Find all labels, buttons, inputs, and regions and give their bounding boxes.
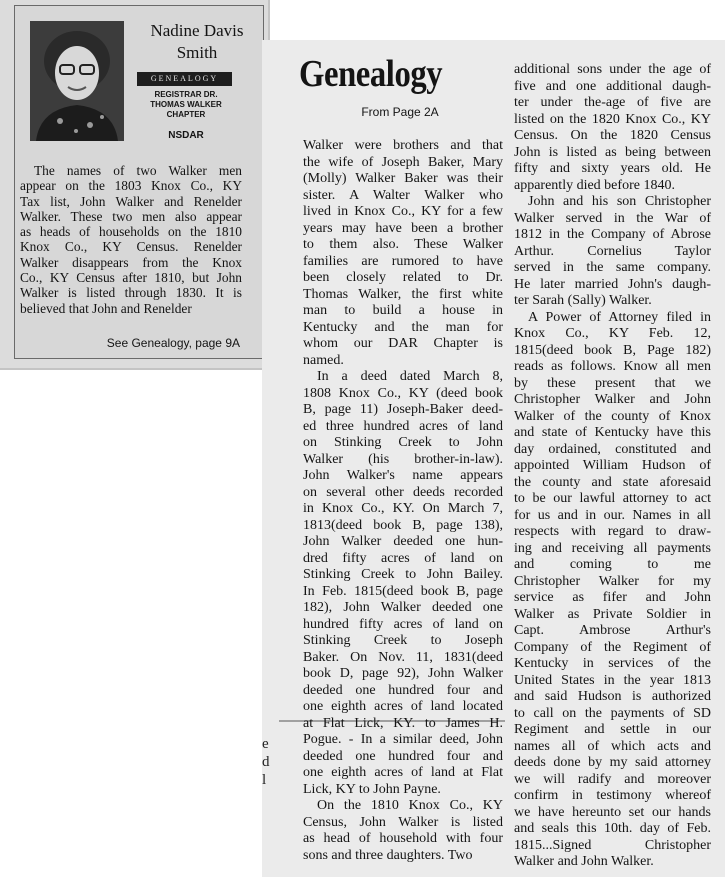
text-line: Walker of the county of Knox	[514, 408, 711, 424]
text-line: book D, page 92), John Walker	[303, 666, 503, 681]
jump-line: See Genealogy, page 9A	[106, 336, 240, 350]
text-line: John is listed as being between	[514, 144, 711, 160]
text-line: Knox Co., KY Census. Renelder	[20, 239, 242, 255]
text-line: Kentucky in services of the	[514, 656, 711, 671]
author-name	[133, 20, 261, 64]
text-line: by these present that we	[514, 375, 711, 391]
text-line: Co., KY Census after 1810, but John	[20, 270, 242, 286]
text-line: 1815(deed book B, Page 182)	[514, 342, 711, 358]
author-role	[131, 90, 241, 120]
text-line: ing and receiving all payments	[514, 540, 711, 556]
text-line: one eighth acres of land located	[303, 699, 503, 714]
text-line: 182), John Walker deeded one	[303, 600, 503, 615]
text-line: for us and in our. Names in all	[514, 507, 711, 523]
text-line: to be our lawful attorney to act	[514, 491, 711, 506]
text-line: respects with regard to draw-	[514, 524, 711, 539]
text-line: The names of two Walker men	[34, 163, 242, 178]
text-line: deeded one hundred four and	[303, 682, 503, 698]
text-line: service as fifer and John	[514, 590, 711, 605]
text-line: Walker (his brother-in-law).	[303, 451, 503, 467]
text-line: Walker served in the War of	[514, 210, 711, 226]
author-name-line: Nadine Davis	[150, 21, 244, 40]
adjacent-column-fragment	[262, 735, 280, 789]
fragment-char: d	[262, 754, 270, 770]
text-line: been closely related to Dr.	[303, 270, 503, 285]
text-line: at Flat Lick, KY. to James H.	[303, 715, 503, 731]
text-line: and coming to me	[514, 557, 711, 572]
text-line: named.	[303, 352, 344, 368]
text-line: five and one additional daugh-	[514, 78, 711, 94]
text-line: Walker and John Walker.	[514, 854, 654, 869]
text-line: families are rumored to have	[303, 253, 503, 269]
text-line: believed that John and Renelder	[20, 300, 192, 316]
fragment-char: e	[262, 736, 269, 752]
text-line: B, page 11) Joseph-Baker deed-	[303, 402, 503, 417]
text-line: on several other deeds recorded	[303, 484, 503, 500]
text-line: Census. On the 1820 Census	[514, 128, 711, 143]
text-line: we have hereunto set our hands	[514, 804, 711, 820]
text-line: Pogue. - In a similar deed, John	[303, 732, 503, 747]
text-line: Baker. On Nov. 11, 1831(deed	[303, 649, 503, 665]
text-line: appointed William Hudson of	[514, 458, 711, 473]
text-line: (Molly) Walker Baker was their	[303, 171, 503, 186]
text-line: sister. A Walter Walker who	[303, 187, 503, 203]
text-line: Regiment and settle in our	[514, 722, 711, 737]
text-line: lived in Knox Co., KY for a few	[303, 204, 503, 219]
text-line: apparently died before 1840.	[514, 177, 675, 193]
author-organization: NSDAR	[168, 130, 204, 141]
text-line: 1813(deed book B, page 138),	[303, 517, 503, 533]
text-line: John Walker's name appears	[303, 468, 503, 483]
text-line: appear on the 1803 Knox Co., KY	[20, 178, 242, 194]
text-line: and seals this 10th. day of Feb.	[514, 821, 711, 836]
text-line: on Stinking Creek to John	[303, 435, 503, 450]
text-line: John and his son Christopher	[528, 194, 711, 209]
author-role-line: REGISTRAR DR.	[154, 90, 218, 99]
text-line: dred fifty acres of land on	[303, 550, 503, 566]
clipping-intro	[0, 0, 270, 370]
fragment-char: l	[262, 772, 267, 788]
text-line: Stinking Creek to John Bailey.	[303, 567, 503, 582]
text-line: and said Hudson is authorized	[514, 689, 711, 704]
text-line: United States in the year 1813	[514, 672, 711, 688]
continued-from: From Page 2A	[361, 105, 439, 119]
text-line: hundred fifty acres of land on	[303, 616, 503, 632]
text-line: deeded one hundred four and	[303, 748, 503, 764]
text-line: Walker. These two men also appear	[20, 208, 242, 224]
author-role-line: THOMAS WALKER	[150, 100, 222, 109]
text-line: we will radify and moreover	[514, 771, 711, 787]
text-line: years may have been a brother	[303, 220, 503, 236]
text-line: 1815...Signed Christopher	[514, 837, 711, 853]
text-line: ter Sarah (Sally) Walker.	[514, 293, 652, 308]
author-photo	[30, 21, 124, 141]
text-line: In Feb. 1815(deed book B, page	[303, 583, 503, 599]
text-line: whom our DAR Chapter is	[303, 336, 503, 351]
text-line: Census, John Walker is listed	[303, 814, 503, 830]
text-line: ed three hundred acres of land	[303, 418, 503, 434]
text-line: Company of the Regiment of	[514, 639, 711, 655]
text-line: the county and state aforesaid	[514, 474, 711, 490]
text-line: 1808 Knox Co., KY (deed book	[303, 385, 503, 401]
text-line: Stinking Creek to Joseph	[303, 633, 503, 648]
text-line: as heads of households on the 1810	[20, 224, 242, 240]
text-line: deeds done by my said attorney	[514, 755, 711, 770]
text-line: one eighth acres of land at Flat	[303, 765, 503, 780]
text-line: man to build a house in	[303, 303, 503, 318]
text-line: Knox Co., KY Feb. 12,	[514, 326, 711, 341]
article-column-right	[514, 62, 711, 871]
text-line: additional sons under the age of	[514, 62, 711, 77]
text-line: Thomas Walker, the first white	[303, 286, 503, 302]
text-line: Walker as Private Soldier in	[514, 606, 711, 622]
intro-text	[20, 163, 242, 316]
text-line: the wife of Joseph Baker, Mary	[303, 154, 503, 170]
text-line: A Power of Attorney filed in	[528, 309, 711, 325]
text-line: to call on the payments of SD	[514, 705, 711, 721]
text-line: fifty and sixty years old. He	[514, 161, 711, 176]
text-line: 1812 in the Company of Abrose	[514, 227, 711, 242]
text-line: reads as follows. Know all men	[514, 359, 711, 374]
article-title: Genealogy	[299, 53, 443, 95]
author-role-line: CHAPTER	[166, 110, 206, 119]
text-line: John Walker deeded one hun-	[303, 534, 503, 549]
text-line: served in the same company.	[514, 260, 711, 275]
author-name-line: Smith	[176, 43, 218, 62]
text-line: Christopher Walker and John	[514, 392, 711, 407]
text-line: listed on the 1820 Knox Co., KY	[514, 111, 711, 127]
text-line: Arthur. Cornelius Taylor	[514, 243, 711, 259]
text-line: Capt. Ambrose Arthur's	[514, 623, 711, 638]
text-line: as head of household with four	[303, 831, 503, 846]
text-line: in Knox Co., KY. On March 7,	[303, 501, 503, 516]
text-line: Kentucky and the man for	[303, 319, 503, 335]
text-line: Walker is listed through 1830. It is	[20, 285, 242, 301]
text-line: In a deed dated March 8,	[317, 369, 503, 384]
author-portrait-icon	[30, 21, 124, 141]
text-line: Christopher Walker for my	[514, 573, 711, 589]
text-line: ter under the-age of five are	[514, 95, 711, 110]
text-line: day ordained, constituted and	[514, 441, 711, 457]
text-line: Walker were brothers and that	[303, 138, 503, 153]
column-tag: GENEALOGY	[137, 72, 232, 86]
text-line: to them also. These Walker	[303, 237, 503, 252]
text-line: sons and three daughters. Two	[303, 847, 473, 863]
text-line: confirm in testimony whereof	[514, 788, 711, 803]
article-column-left	[303, 138, 503, 864]
text-line: names all of which acts and	[514, 738, 711, 754]
text-line: Walker disappears from the Knox	[20, 254, 242, 270]
text-line: Lick, KY to John Payne.	[303, 781, 441, 797]
text-line: and state of Kentucky have this	[514, 425, 711, 440]
text-line: On the 1810 Knox Co., KY	[317, 798, 503, 813]
text-line: He later married John's daugh-	[514, 276, 711, 292]
text-line: Tax list, John Walker and Renelder	[20, 193, 242, 209]
